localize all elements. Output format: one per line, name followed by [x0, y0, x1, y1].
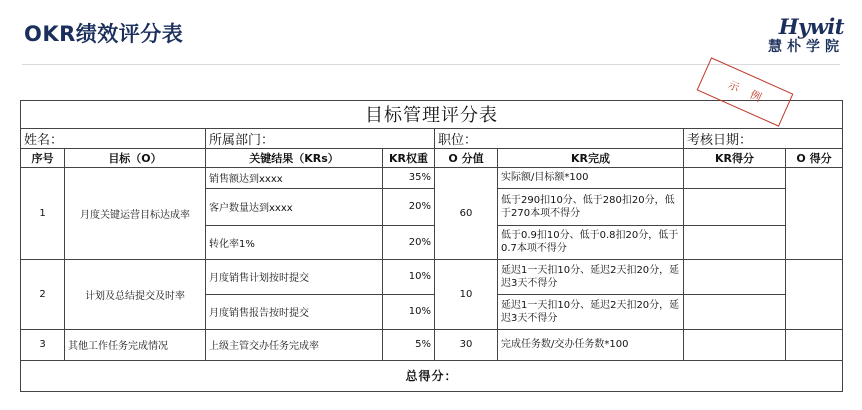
row-key-result: 月度销售报告按时提交 [206, 294, 383, 329]
row-o-score: 60 [435, 168, 498, 260]
row-kr-completion: 低于290扣10分、低于280扣20分，低于270本项不得分 [498, 188, 684, 225]
row-kr-completion: 延迟1一天扣10分、延迟2天扣20分，延迟3天不得分 [498, 294, 684, 329]
table-row [21, 259, 843, 294]
row-seq: 3 [21, 330, 65, 361]
row-kr-weight: 10% [383, 294, 435, 329]
row-seq: 1 [21, 168, 65, 260]
column-header-kr-weight: KR权重 [383, 149, 435, 168]
review-date-field: 考核日期： [684, 128, 843, 149]
row-objective: 其他工作任务完成情况 [65, 330, 206, 361]
row-kr-completion: 延迟1一天扣10分、延迟2天扣20分，延迟3天不得分 [498, 259, 684, 294]
row-o-score: 10 [435, 259, 498, 329]
row-objective: 计划及总结提交及时率 [65, 259, 206, 329]
row-kr-completion: 完成任务数/交办任务数*100 [498, 330, 684, 361]
row-key-result: 客户数量达到xxxx [206, 188, 383, 225]
brand-logo [744, 16, 844, 56]
table-row [21, 330, 843, 361]
total-score-label: 总得分： [21, 360, 843, 391]
okr-score-table [20, 100, 843, 392]
row-seq: 2 [21, 259, 65, 329]
column-header-o-result: O 得分 [786, 149, 843, 168]
row-kr-score [684, 188, 786, 225]
stamp-char-2: 例 [748, 88, 764, 105]
row-key-result: 月度销售计划按时提交 [206, 259, 383, 294]
row-kr-weight: 35% [383, 168, 435, 189]
row-key-result: 转化率1% [206, 225, 383, 259]
row-objective: 月度关键运营目标达成率 [65, 168, 206, 260]
column-header-kr-score: KR得分 [684, 149, 786, 168]
logo-chinese-name: 慧朴学院 [768, 39, 844, 55]
position-field: 职位： [435, 128, 684, 149]
column-header-row [21, 149, 843, 168]
row-o-result [786, 168, 843, 260]
row-kr-completion: 低于0.9扣10分、低于0.8扣20分，低于0.7本项不得分 [498, 225, 684, 259]
row-key-result: 销售额达到xxxx [206, 168, 383, 189]
column-header-key-results: 关键结果（KRs） [206, 149, 383, 168]
column-header-seq: 序号 [21, 149, 65, 168]
row-kr-weight: 20% [383, 188, 435, 225]
row-kr-score [684, 330, 786, 361]
row-kr-score [684, 294, 786, 329]
name-field: 姓名： [21, 128, 206, 149]
table-title-row [21, 101, 843, 129]
row-o-result [786, 330, 843, 361]
column-header-o-score: O 分值 [435, 149, 498, 168]
row-kr-score [684, 259, 786, 294]
logo-wordmark: Hywit [778, 14, 844, 39]
column-header-objective: 目标（O） [65, 149, 206, 168]
row-kr-weight: 5% [383, 330, 435, 361]
total-row [21, 360, 843, 391]
page-title: OKR绩效评分表 [24, 22, 184, 46]
table-title: 目标管理评分表 [21, 101, 843, 129]
stamp-char-1: 示 [726, 78, 742, 95]
department-field: 所属部门： [206, 128, 435, 149]
row-o-score: 30 [435, 330, 498, 361]
row-o-result [786, 259, 843, 329]
row-kr-completion: 实际额/目标额*100 [498, 168, 684, 189]
row-kr-weight: 20% [383, 225, 435, 259]
column-header-kr-completion: KR完成 [498, 149, 684, 168]
row-key-result: 上级主管交办任务完成率 [206, 330, 383, 361]
row-kr-weight: 10% [383, 259, 435, 294]
info-row [21, 128, 843, 149]
row-kr-score [684, 168, 786, 189]
row-kr-score [684, 225, 786, 259]
table-row [21, 168, 843, 189]
